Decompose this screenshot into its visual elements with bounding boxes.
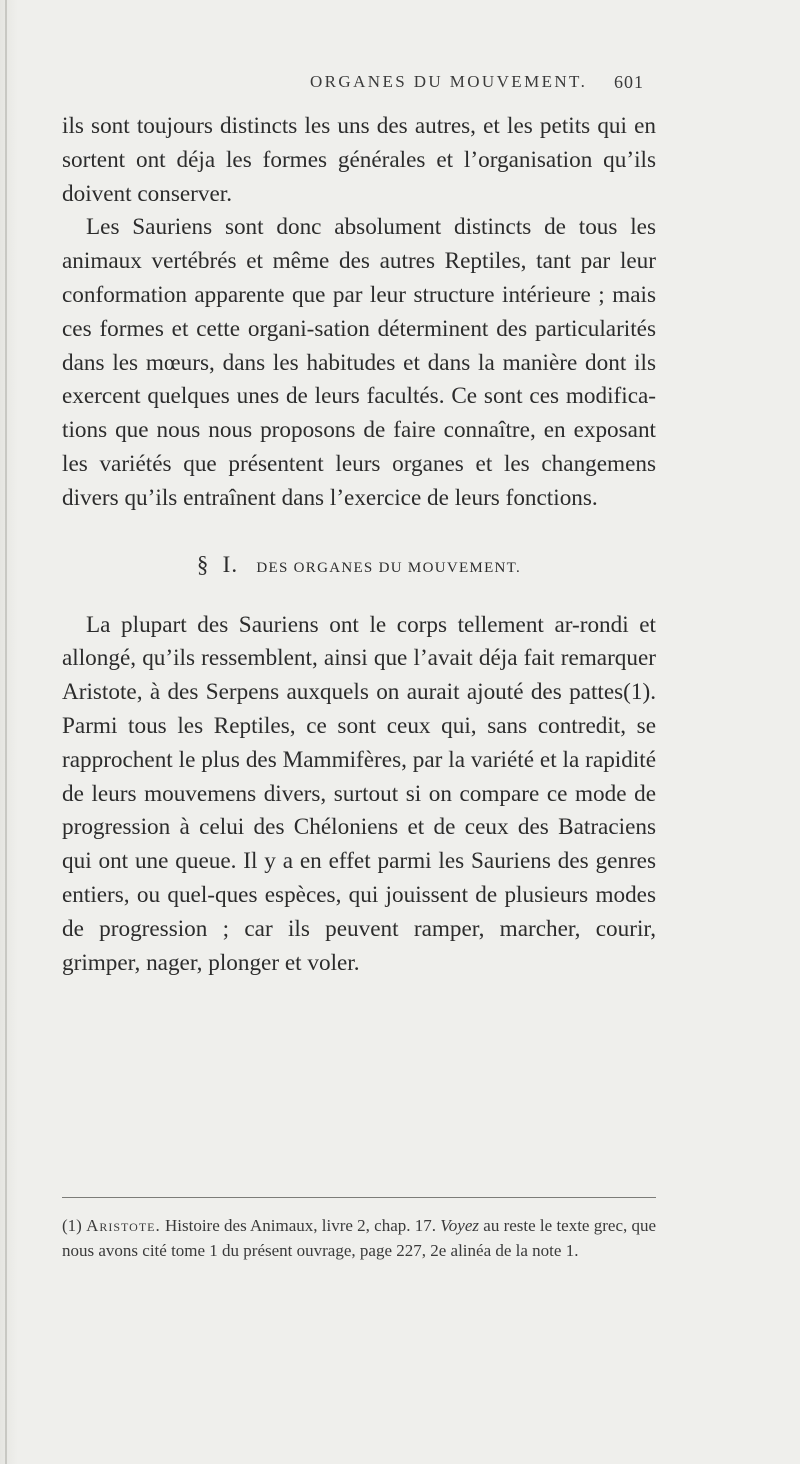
- footnote-author: Aristote.: [86, 1216, 161, 1235]
- section-title: DES ORGANES DU MOUVEMENT.: [256, 559, 522, 576]
- paragraph-sauriens-distincts: Les Sauriens sont donc absolument distincts de tous les animaux vertébrés et même des autres Reptiles, tant par leur conformation apparente que par leur structure intérieure ; mais ces formes et cette organi-sation déterminent des particularités dans les mœurs, dans les habitudes et dans la manière dont ils exercent quelques unes de leurs facultés. Ce sont ces modifica-tions que nous nous proposons de faire connaître, en exposant les variétés que présentent leurs organes et les changemens divers qu’ils entraînent dans l’exercice de leurs fonctions.: [62, 214, 656, 511]
- footnote-rule: [62, 1197, 656, 1198]
- main-text-block: [62, 110, 656, 980]
- footnote-reference: Histoire des Animaux, livre 2, chap. 17.: [165, 1216, 437, 1235]
- footnote: [62, 1214, 656, 1263]
- footnote-remainder: au reste le texte grec, que nous avons cité tome 1 du présent ouvrage, page 227, 2e alinéa de la note 1.: [62, 1216, 657, 1260]
- running-title: ORGANES DU MOUVEMENT.: [310, 72, 588, 91]
- running-head: [0, 72, 800, 102]
- section-heading: [62, 550, 656, 583]
- binding-edge: [5, 0, 7, 1464]
- footnote-see-also: Voyez: [440, 1216, 480, 1235]
- page-number: 601: [614, 72, 644, 92]
- footnote-marker: (1): [62, 1216, 82, 1235]
- paragraph-continuation: ils sont toujours distincts les uns des autres, et les petits qui en sortent ont déja les formes générales et l’organisation qu’ils doivent conserver.: [62, 113, 656, 207]
- section-number: I.: [222, 551, 239, 577]
- section-sign: §: [196, 551, 210, 577]
- paragraph-organes-mouvement: La plupart des Sauriens ont le corps tellement ar-rondi et allongé, qu’ils ressemblent, ainsi que l’avait déja fait remarquer Aristote, à des Serpens auxquels on aurait ajouté des pattes(1). Parmi tous les Reptiles, ce sont ceux qui, sans contredit, se rapprochent le plus des Mammifères, par la variété et la rapidité de leurs mouvemens divers, surtout si on compare ce mode de progression à celui des Chéloniens et de ceux des Batraciens qui ont une queue. Il y a en effet parmi les Sauriens des genres entiers, ou quel-ques espèces, qui jouissent de plusieurs modes de progression ; car ils peuvent ramper, marcher, courir, grimper, nager, plonger et voler.: [62, 611, 656, 976]
